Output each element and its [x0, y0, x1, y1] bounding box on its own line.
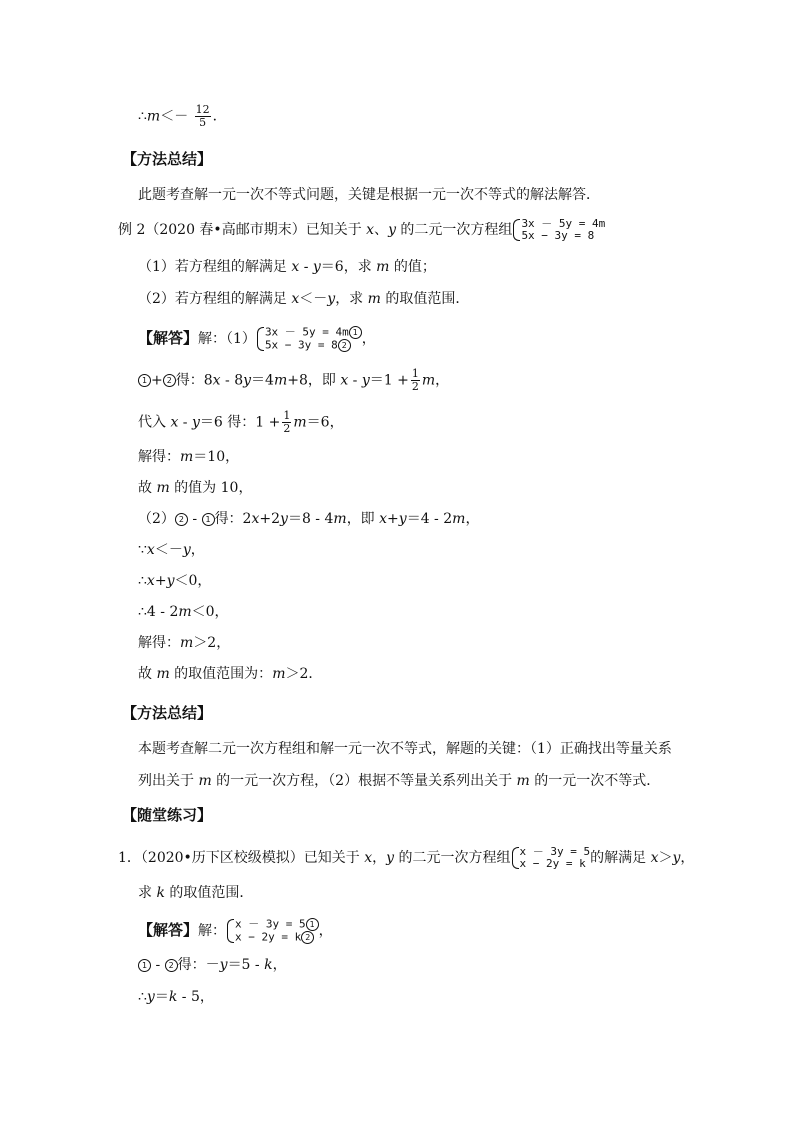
conclusion-line: ∴m＜－ $\frac{12}{5}$ ．: [138, 103, 227, 129]
question-2: （2）若方程组的解满足 x＜－y，求 m 的取值范围．: [138, 291, 470, 307]
summary-text-2a: 本题考查解二元一次方程组和解一元一次不等式，解题的关键：（1）正确找出等量关系: [138, 741, 672, 757]
equation-system: 3x － 5y = 4m 5x − 3y = 8: [512, 218, 605, 242]
circled-number: 1: [349, 326, 362, 339]
step-substitute: 代入 x - y＝6 得：1 + $\frac{1}{2}$ m＝6，: [138, 409, 344, 435]
step-therefore-2: ∴4 - 2m＜0，: [138, 604, 229, 620]
circled-number: 2: [338, 339, 351, 352]
question-1: （1）若方程组的解满足 x - y＝6，求 m 的值；: [138, 259, 436, 275]
practice-1-question: 求 k 的取值范围．: [138, 885, 254, 901]
fraction: $\frac{12}{5}$: [195, 103, 210, 129]
step-therefore-3: ∴y＝k - 5，: [138, 989, 214, 1005]
practice-1-statement: 1．（2020•历下区校级模拟）已知关于 x，y 的二元一次方程组 x － 3y = 5 x − 2y = k 的解满足 x＞y，: [118, 845, 695, 870]
summary-text: 此题考查解一元一次不等式问题，关键是根据一元一次不等式的解法解答．: [138, 187, 600, 203]
step-result-2: 故 m 的取值范围为：m＞2．: [138, 666, 323, 682]
section-heading-practice: 【随堂练习】: [122, 806, 213, 824]
step-add: 1 + 2 得：8x - 8y＝4m+8，即 x - y＝1 + $\frac{1}{2}$ m，: [138, 368, 449, 393]
fraction: $\frac{1}{2}$: [411, 367, 419, 393]
answer-2-start: 【解答】解： x － 3y = 5 1 x − 2y = k 2 ，: [138, 917, 333, 944]
section-heading-method-summary: 【方法总结】: [122, 150, 213, 168]
step-solve-2: 解得：m＞2，: [138, 635, 231, 651]
step-subtract-2: 1 - 2 得：－y＝5 - k，: [138, 956, 287, 974]
example-2-statement: 例 2（2020 春•高邮市期末）已知关于 x、y 的二元一次方程组 3x － 5y = 4m 5x − 3y = 8: [118, 217, 606, 242]
step-result: 故 m 的值为 10，: [138, 480, 253, 496]
step-subtract: （2） 2 - 1 得：2x+2y＝8 - 4m，即 x+y＝4 - 2m，: [138, 511, 480, 527]
step-because: ∵x＜－y，: [138, 542, 205, 558]
equation-system: x － 3y = 5 1 x − 2y = k 2: [226, 918, 319, 944]
summary-text-2b: 列出关于 m 的一元一次方程，（2）根据不等量关系列出关于 m 的一元一次不等式．: [138, 773, 661, 789]
answer-label: 【解答】: [138, 921, 199, 939]
answer-start: 【解答】解：（1） 3x － 5y = 4m 1 5x − 3y = 8 2 ，: [138, 325, 376, 352]
step-therefore-1: ∴x+y＜0，: [138, 573, 212, 589]
fraction: $\frac{1}{2}$: [283, 409, 291, 435]
equation-system: 3x － 5y = 4m 1 5x − 3y = 8 2: [256, 326, 362, 352]
section-heading-method-summary-2: 【方法总结】: [122, 704, 213, 722]
equation-system: x － 3y = 5 x − 2y = k: [511, 846, 591, 870]
step-solve: 解得：m＝10，: [138, 449, 240, 465]
answer-label: 【解答】: [138, 329, 199, 347]
